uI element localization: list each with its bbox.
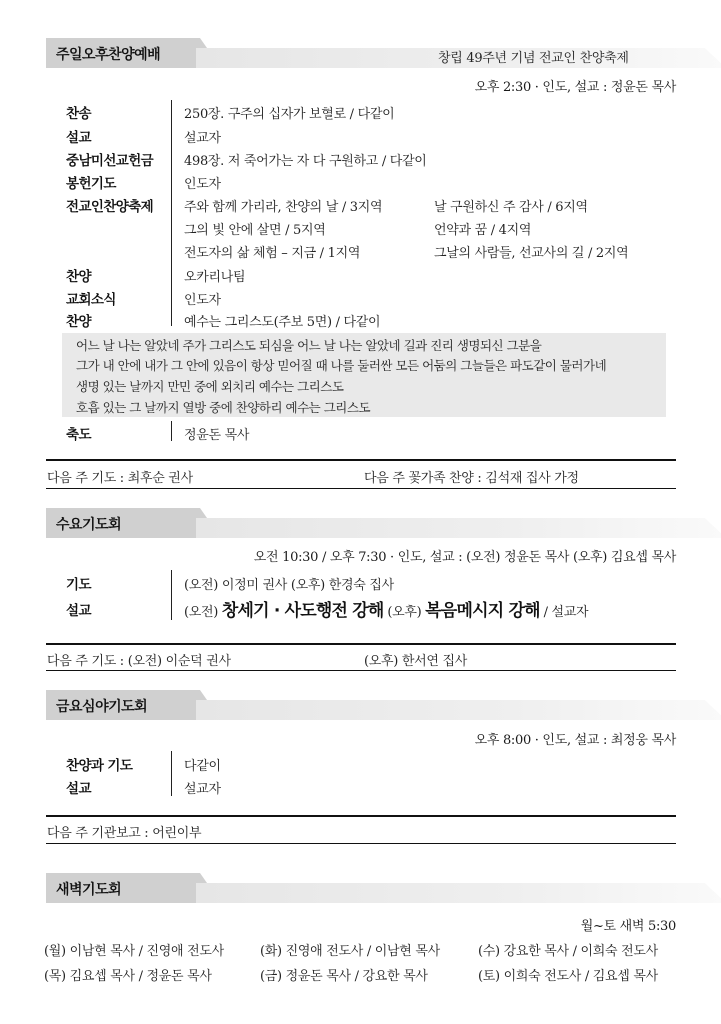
row-label: 설교 [66,781,91,797]
divider [171,751,172,796]
row-label: 찬양 [66,269,91,285]
divider [171,570,172,620]
divider [171,421,172,441]
sermon-line [184,596,588,621]
sermon-am-title: 창세기 · 사도행전 강해 [221,601,384,621]
rule [46,643,676,645]
section-title: 금요심야기도회 [56,699,148,715]
sermon-am-tag: (오전) [184,605,219,620]
dawn-schedule-item: (월) 이남현 목사 / 진영애 전도사 [44,944,224,959]
sermon-tail: / 설교자 [543,605,589,620]
divider [171,100,172,326]
rule [46,488,676,489]
rule [46,815,676,817]
service-info: 오후 2:30 · 인도, 설교 : 정윤돈 목사 [474,80,676,95]
row-label: 봉헌기도 [66,176,116,192]
festival-item: 언약과 꿈 / 4지역 [434,223,532,238]
section-title: 수요기도회 [56,517,122,533]
next-week-flower: 다음 주 꽃가족 찬양 : 김석재 집사 가정 [364,471,579,486]
lyric-line: 호흡 있는 그 날까지 열방 중에 찬양하리 예수는 그리스도 [76,400,371,415]
row-label: 중남미선교헌금 [66,153,154,169]
row-value: 다같이 [184,759,221,774]
sermon-pm-tag: (오후) [387,605,422,620]
section-header-friday [46,690,626,720]
row-value: 설교자 [184,782,221,797]
row-value: 250장. 구주의 십자가 보혈로 / 다같이 [184,107,395,122]
festival-item: 주와 함께 가리라, 찬양의 날 / 3지역 [184,200,383,215]
festival-item: 전도자의 삶 체험 – 지금 / 1지역 [184,246,361,261]
lyric-line: 그가 내 안에 내가 그 안에 있음이 항상 믿어질 때 나를 둘러싼 모든 어둠의 그늘들은 파도같이 물러가네 [76,358,607,373]
row-label: 전교인찬양축제 [66,199,154,215]
row-value: 오카리나팀 [184,270,246,285]
dawn-schedule-item: (목) 김요셉 목사 / 정윤돈 목사 [44,969,212,984]
rule [46,459,676,461]
sermon-pm-title: 복음메시지 강해 [425,601,540,621]
next-week-report: 다음 주 기관보고 : 어린이부 [47,826,202,841]
dawn-schedule-item: (수) 강요한 목사 / 이희숙 전도사 [478,944,658,959]
section-title: 주일오후찬양예배 [56,47,161,63]
section-header-dawn [46,873,626,903]
row-value: 예수는 그리스도(주보 5면) / 다같이 [184,315,381,330]
row-value: 설교자 [184,131,221,146]
section-title: 새벽기도회 [56,882,122,898]
dawn-schedule-item: (토) 이희숙 전도사 / 김요셉 목사 [478,969,658,984]
service-info: 오후 8:00 · 인도, 설교 : 최정웅 목사 [474,733,676,748]
dawn-schedule-item: (금) 정윤돈 목사 / 강요한 목사 [260,969,428,984]
row-label: 기도 [66,577,91,593]
section-subtitle: 창립 49주년 기념 전교인 찬양축제 [438,51,629,66]
rule [46,843,676,844]
dawn-schedule-item: (화) 진영애 전도사 / 이남현 목사 [260,944,440,959]
row-value: 인도자 [184,177,221,192]
row-value: 인도자 [184,293,221,308]
service-info: 월~토 새벽 5:30 [580,919,676,934]
next-week-prayer-pm: (오후) 한서연 집사 [364,654,468,669]
row-value: (오전) 이정미 권사 (오후) 한경숙 집사 [184,578,394,593]
section-header-wednesday [46,508,626,538]
row-value: 498장. 저 죽어가는 자 다 구원하고 / 다같이 [184,154,427,169]
lyric-line: 생명 있는 날까지 만민 중에 외치리 예수는 그리스도 [76,379,344,394]
festival-item: 날 구원하신 주 감사 / 6지역 [434,200,588,215]
row-value: 정윤돈 목사 [184,428,250,443]
next-week-prayer: 다음 주 기도 : 최후순 권사 [47,471,193,486]
next-week-prayer: 다음 주 기도 : (오전) 이순덕 권사 [47,654,231,669]
row-label: 찬양 [66,314,91,330]
festival-item: 그날의 사람들, 선교사의 길 / 2지역 [434,246,629,261]
row-label: 축도 [66,427,91,443]
row-label: 찬양과 기도 [66,758,133,774]
row-label: 찬송 [66,106,91,122]
service-info: 오전 10:30 / 오후 7:30 · 인도, 설교 : (오전) 정윤돈 목사 (오후) 김요셉 목사 [253,550,676,565]
row-label: 설교 [66,130,91,146]
row-label: 교회소식 [66,292,116,308]
lyric-line: 어느 날 나는 알았네 주가 그리스도 되심을 어느 날 나는 알았네 길과 진리 생명되신 그분을 [76,338,542,353]
row-label: 설교 [66,603,91,619]
rule [46,670,676,671]
festival-item: 그의 빛 안에 살면 / 5지역 [184,223,326,238]
